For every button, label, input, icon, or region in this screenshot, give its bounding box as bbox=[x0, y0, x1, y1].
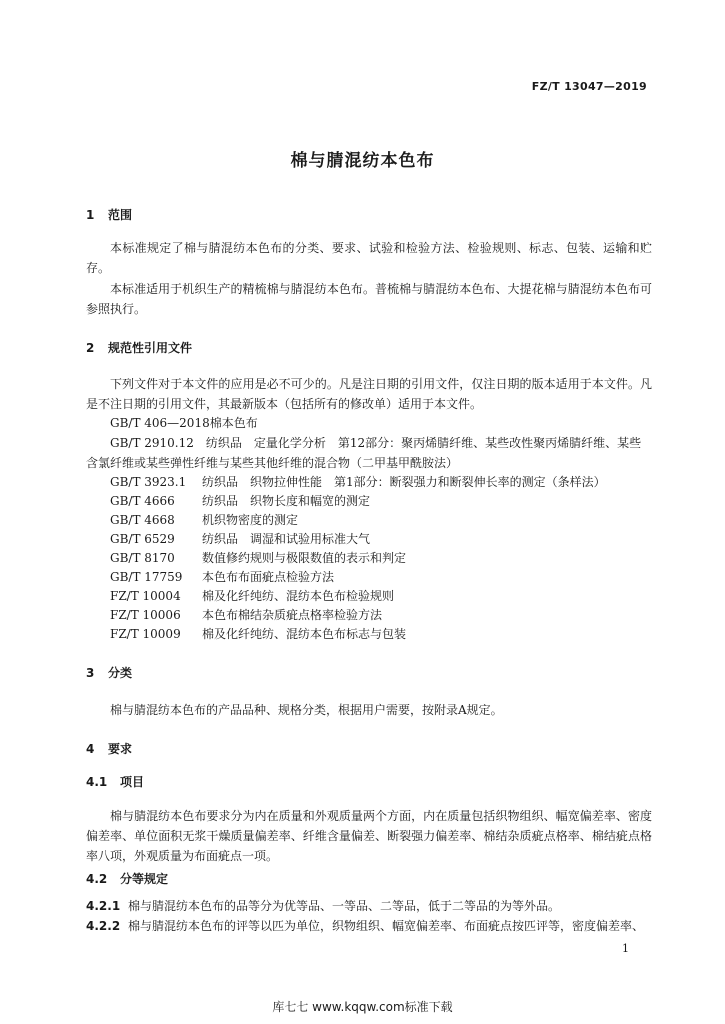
reference-title: 本色布棉结杂质疵点格率检验方法 bbox=[202, 608, 383, 622]
reference-item bbox=[110, 510, 652, 530]
section-2-heading bbox=[86, 339, 192, 356]
page-number: 1 bbox=[622, 942, 629, 955]
reference-title: 纺织品 调湿和试验用标准大气 bbox=[202, 532, 371, 546]
reference-item bbox=[110, 529, 652, 549]
reference-code: GB/T 6529 bbox=[110, 532, 175, 546]
reference-item bbox=[110, 605, 652, 625]
section-1-paragraph-2: 本标准适用于机织生产的精梳棉与腈混纺本色布。普梳棉与腈混纺本色布、大提花棉与腈混纺本色布可参照执行。 bbox=[86, 282, 652, 316]
reference-code: FZ/T 10004 bbox=[110, 589, 181, 603]
reference-title: 机织物密度的测定 bbox=[202, 513, 299, 527]
reference-item bbox=[86, 433, 652, 473]
clause-number: 4.2.1 bbox=[86, 899, 121, 913]
reference-title: 纺织品 定量化学分析 第12部分：聚丙烯腈纤维、某些改性聚丙烯腈纤维、某些含氯纤维或某些弹性纤维与某些其他纤维的混合物（二甲基甲酰胺法） bbox=[86, 436, 642, 470]
reference-item bbox=[110, 413, 652, 433]
reference-item bbox=[110, 491, 652, 511]
reference-item bbox=[110, 567, 652, 587]
section-number: 4.1 bbox=[86, 775, 108, 789]
reference-item bbox=[110, 624, 652, 644]
reference-title: 本色布布面疵点检验方法 bbox=[202, 570, 335, 584]
section-3-paragraph: 棉与腈混纺本色布的产品品种、规格分类，根据用户需要，按附录A规定。 bbox=[110, 703, 503, 717]
section-title: 分等规定 bbox=[120, 872, 169, 886]
reference-item bbox=[110, 472, 652, 492]
reference-code: GB/T 3923.1 bbox=[110, 475, 187, 489]
clause-4-2-1 bbox=[86, 896, 652, 916]
section-number: 2 bbox=[86, 341, 95, 355]
section-title: 要求 bbox=[108, 742, 133, 756]
footer-watermark: 库七七 www.kqqw.com标准下载 bbox=[272, 1000, 453, 1014]
section-4-1-paragraph: 棉与腈混纺本色布要求分为内在质量和外观质量两个方面，内在质量包括织物组织、幅宽偏差率、密度偏差率、单位面积无浆干燥质量偏差率、纤维含量偏差、断裂强力偏差率、棉结杂质疵点格率、棉结疵点格率八项，外观质量为布面疵点一项。 bbox=[86, 809, 652, 863]
section-title: 规范性引用文件 bbox=[108, 341, 193, 355]
reference-item bbox=[110, 548, 652, 568]
section-3-heading bbox=[86, 664, 132, 681]
section-1-paragraph-1: 本标准规定了棉与腈混纺本色布的分类、要求、试验和检验方法、检验规则、标志、包装、运输和贮存。 bbox=[86, 241, 652, 275]
clause-number: 4.2.2 bbox=[86, 919, 121, 933]
reference-title: 纺织品 织物长度和幅宽的测定 bbox=[202, 494, 371, 508]
reference-code: GB/T 17759 bbox=[110, 570, 183, 584]
clause-text: 棉与腈混纺本色布的评等以匹为单位，织物组织、幅宽偏差率、布面疵点按匹评等，密度偏差率、 bbox=[128, 919, 645, 933]
reference-code: GB/T 4668 bbox=[110, 513, 175, 527]
section-title: 项目 bbox=[120, 775, 145, 789]
section-number: 3 bbox=[86, 666, 95, 680]
reference-item bbox=[110, 586, 652, 606]
section-1-heading bbox=[86, 206, 132, 223]
reference-code: GB/T 8170 bbox=[110, 551, 175, 565]
standard-number: FZ/T 13047—2019 bbox=[531, 80, 647, 93]
section-4-2-heading bbox=[86, 870, 168, 887]
section-4-heading bbox=[86, 740, 132, 757]
clause-4-2-2 bbox=[86, 916, 652, 936]
reference-title: 棉及化纤纯纺、混纺本色布标志与包装 bbox=[202, 627, 407, 641]
reference-title: 棉本色布 bbox=[209, 416, 258, 430]
section-number: 4 bbox=[86, 742, 95, 756]
reference-title: 纺织品 织物拉伸性能 第1部分：断裂强力和断裂伸长率的测定（条样法） bbox=[202, 475, 606, 489]
section-number: 4.2 bbox=[86, 872, 108, 886]
section-2-intro: 下列文件对于本文件的应用是必不可少的。凡是注日期的引用文件，仅注日期的版本适用于本文件。凡是不注日期的引用文件，其最新版本（包括所有的修改单）适用于本文件。 bbox=[86, 377, 652, 411]
reference-code: GB/T 406—2018 bbox=[110, 416, 210, 430]
reference-code: FZ/T 10009 bbox=[110, 627, 181, 641]
reference-code: GB/T 4666 bbox=[110, 494, 175, 508]
section-4-1-heading bbox=[86, 773, 144, 790]
document-title: 棉与腈混纺本色布 bbox=[290, 151, 435, 171]
reference-code: FZ/T 10006 bbox=[110, 608, 181, 622]
section-title: 范围 bbox=[108, 208, 133, 222]
section-title: 分类 bbox=[108, 666, 133, 680]
reference-title: 棉及化纤纯纺、混纺本色布检验规则 bbox=[202, 589, 395, 603]
clause-text: 棉与腈混纺本色布的品等分为优等品、一等品、二等品，低于二等品的为等外品。 bbox=[128, 899, 561, 913]
reference-code: GB/T 2910.12 bbox=[110, 436, 194, 450]
section-number: 1 bbox=[86, 208, 95, 222]
reference-title: 数值修约规则与极限数值的表示和判定 bbox=[202, 551, 407, 565]
